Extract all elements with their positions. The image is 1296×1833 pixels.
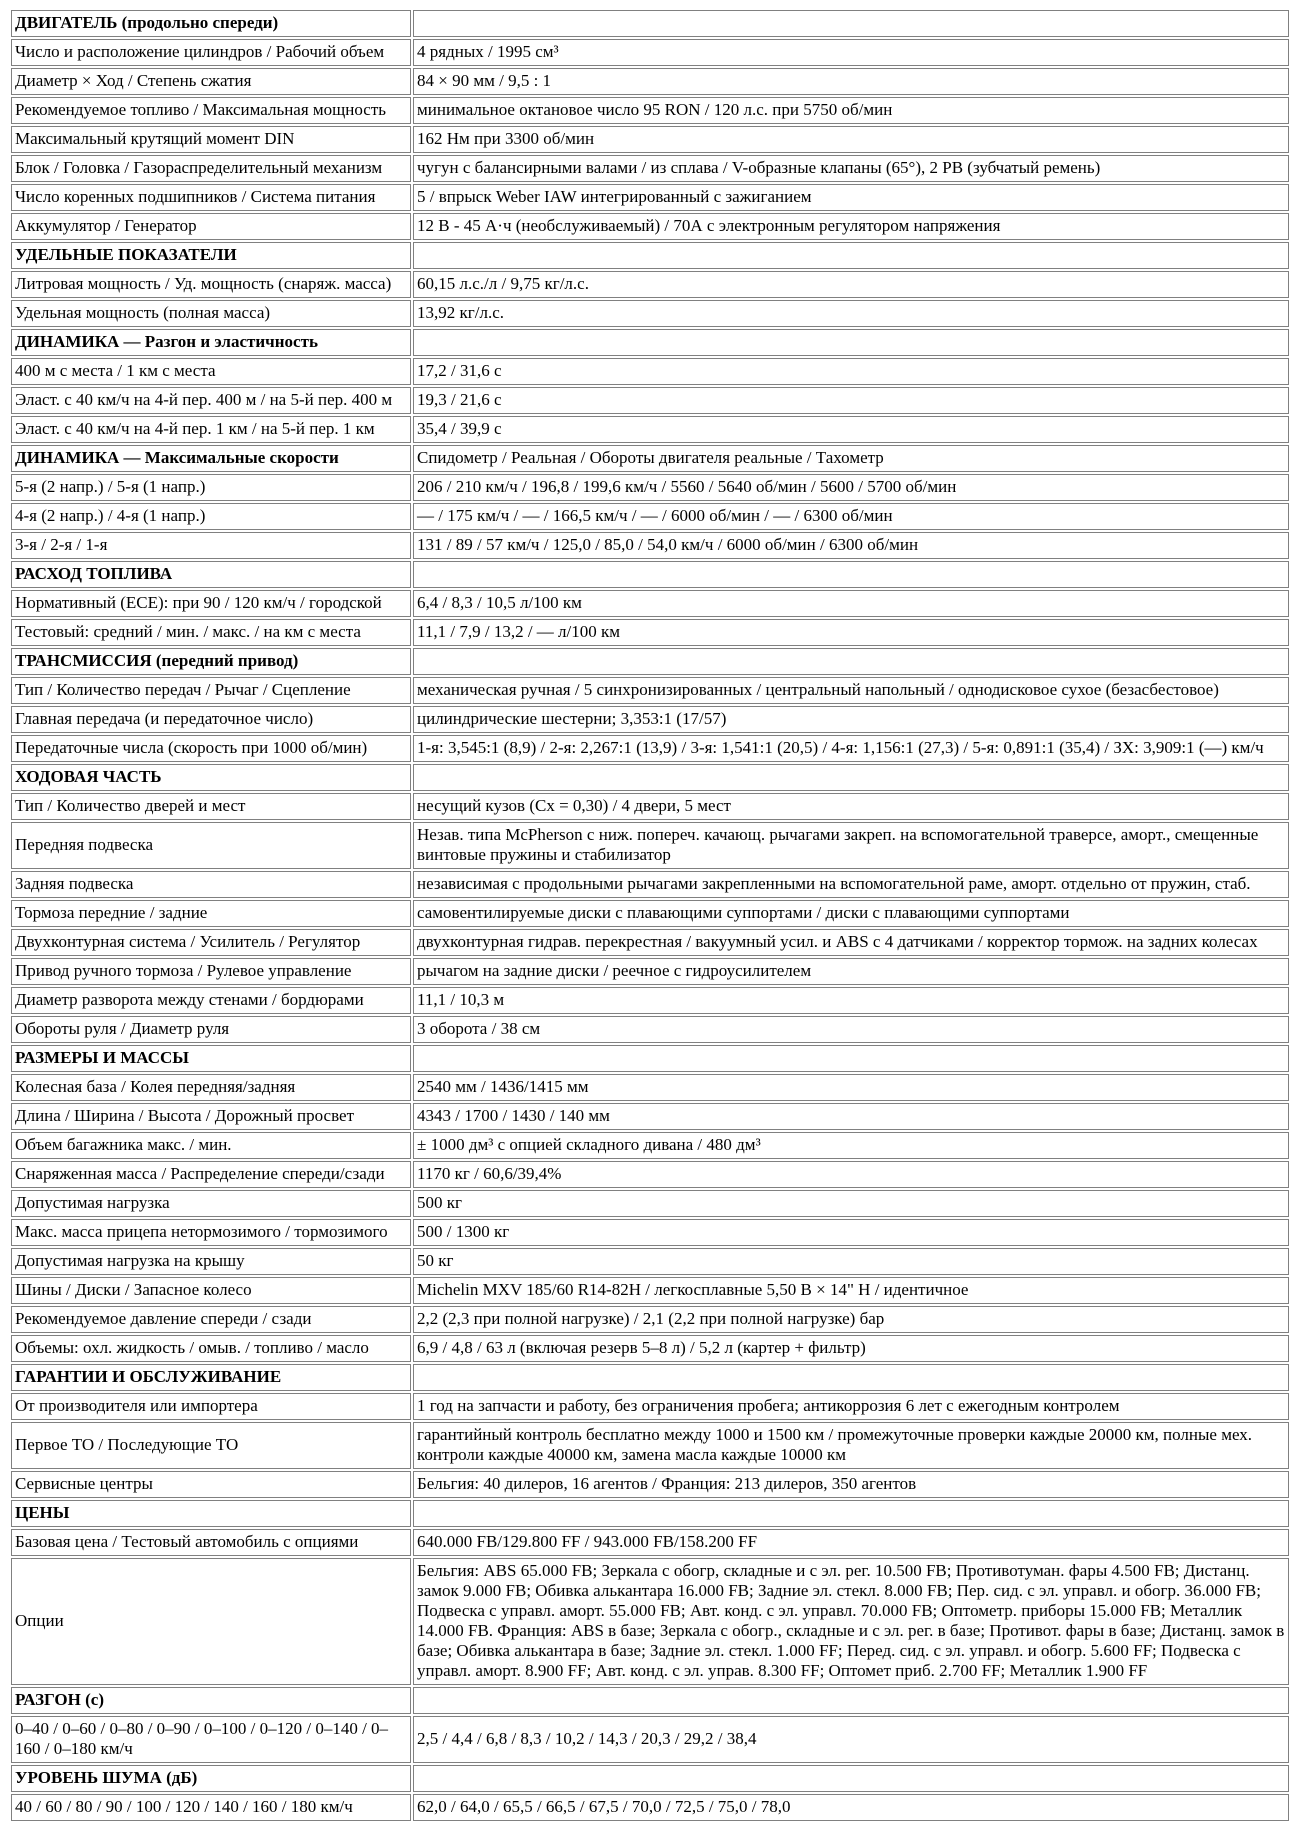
- spec-label: Задняя подвеска: [11, 871, 411, 898]
- section-title: ХОДОВАЯ ЧАСТЬ: [11, 764, 411, 791]
- spec-value: 35,4 / 39,9 с: [413, 416, 1289, 443]
- spec-value: 19,3 / 21,6 с: [413, 387, 1289, 414]
- spec-label: От производителя или импортера: [11, 1393, 411, 1420]
- spec-value: 60,15 л.с./л / 9,75 кг/л.с.: [413, 271, 1289, 298]
- section-header-row: [11, 1500, 1289, 1527]
- section-title: ГАРАНТИИ И ОБСЛУЖИВАНИЕ: [11, 1364, 411, 1391]
- table-row: [11, 97, 1289, 124]
- table-row: [11, 1422, 1289, 1469]
- table-row: [11, 1716, 1289, 1763]
- section-header-row: [11, 242, 1289, 269]
- spec-value: 5 / впрыск Weber IAW интегрированный с зажиганием: [413, 184, 1289, 211]
- section-title: УДЕЛЬНЫЕ ПОКАЗАТЕЛИ: [11, 242, 411, 269]
- table-row: [11, 387, 1289, 414]
- section-note: [413, 764, 1289, 791]
- section-note: [413, 242, 1289, 269]
- spec-value: 2,2 (2,3 при полной нагрузке) / 2,1 (2,2 при полной нагрузке) бар: [413, 1306, 1289, 1333]
- spec-label: Нормативный (ЕСЕ): при 90 / 120 км/ч / городской: [11, 590, 411, 617]
- section-note: Спидометр / Реальная / Обороты двигателя реальные / Тахометр: [413, 445, 1289, 472]
- spec-label: Литровая мощность / Уд. мощность (снаряж. масса): [11, 271, 411, 298]
- spec-label: Удельная мощность (полная масса): [11, 300, 411, 327]
- table-row: [11, 1132, 1289, 1159]
- spec-value: 50 кг: [413, 1248, 1289, 1275]
- spec-value: гарантийный контроль бесплатно между 1000 и 1500 км / промежуточные проверки каждые 20000 км, полные мех. контроли каждые 40000 км, замена масла каждые 10000 км: [413, 1422, 1289, 1469]
- table-row: [11, 532, 1289, 559]
- table-row: [11, 68, 1289, 95]
- table-row: [11, 1277, 1289, 1304]
- spec-label: Диаметр × Ход / Степень сжатия: [11, 68, 411, 95]
- spec-label: 4-я (2 напр.) / 4-я (1 напр.): [11, 503, 411, 530]
- spec-value: чугун с балансирными валами / из сплава / V-образные клапаны (65°), 2 РВ (зубчатый ремень): [413, 155, 1289, 182]
- spec-label: Тип / Количество дверей и мест: [11, 793, 411, 820]
- table-row: [11, 900, 1289, 927]
- table-row: [11, 503, 1289, 530]
- spec-label: Длина / Ширина / Высота / Дорожный просвет: [11, 1103, 411, 1130]
- table-row: [11, 416, 1289, 443]
- spec-value: 500 / 1300 кг: [413, 1219, 1289, 1246]
- spec-label: Шины / Диски / Запасное колесо: [11, 1277, 411, 1304]
- spec-label: Допустимая нагрузка на крышу: [11, 1248, 411, 1275]
- spec-label: Число и расположение цилиндров / Рабочий объем: [11, 39, 411, 66]
- spec-label: Макс. масса прицепа нетормозимого / тормозимого: [11, 1219, 411, 1246]
- spec-label: Максимальный крутящий момент DIN: [11, 126, 411, 153]
- spec-value: 17,2 / 31,6 с: [413, 358, 1289, 385]
- table-row: [11, 358, 1289, 385]
- table-row: [11, 958, 1289, 985]
- section-title: ТРАНСМИССИЯ (передний привод): [11, 648, 411, 675]
- section-note: [413, 1500, 1289, 1527]
- section-note: [413, 648, 1289, 675]
- table-row: [11, 706, 1289, 733]
- spec-value: 1 год на запчасти и работу, без ограничения пробега; антикоррозия 6 лет с ежегодным контролем: [413, 1393, 1289, 1420]
- table-row: [11, 213, 1289, 240]
- section-note: [413, 10, 1289, 37]
- spec-value: Бельгия: ABS 65.000 FB; Зеркала с обогр, складные и с эл. рег. 10.500 FB; Противотуман. фары 4.500 FB; Дистанц. замок 9.000 FB; Обивка алькантара 16.000 FB; Задние эл. стекл. 8.000 FB; Пер. сид. с эл. управл. и обогр. 36.000 FB; Подвеска с управл. аморт. 55.000 FB; Авт. конд. с эл. управл. 70.000 FB; Оптометр. приборы 15.000 FB; Металлик 14.000 FB. Франция: ABS в базе; Зеркала с обогр., складные и с эл. рег. в базе; Противот. фары в базе; Дистанц. замок в базе; Обивка алькантара в базе; Задние эл. стекл. 1.000 FF; Перед. сид. с эл. управл. и обогр. 5.600 FF; Подвеска с управл. аморт. 8.900 FF; Авт. конд. с эл. управ. 8.300 FF; Оптомет приб. 2.700 FF; Металлик 1.900 FF: [413, 1558, 1289, 1685]
- spec-label: Передняя подвеска: [11, 822, 411, 869]
- section-title: РАЗГОН (с): [11, 1687, 411, 1714]
- spec-value: рычагом на задние диски / реечное с гидроусилителем: [413, 958, 1289, 985]
- table-row: [11, 1074, 1289, 1101]
- section-note: [413, 329, 1289, 356]
- spec-label: Рекомендуемое давление спереди / сзади: [11, 1306, 411, 1333]
- section-header-row: [11, 1045, 1289, 1072]
- section-header-row: [11, 329, 1289, 356]
- table-row: [11, 1393, 1289, 1420]
- spec-value: 2540 мм / 1436/1415 мм: [413, 1074, 1289, 1101]
- spec-value: минимальное октановое число 95 RON / 120 л.с. при 5750 об/мин: [413, 97, 1289, 124]
- table-row: [11, 1248, 1289, 1275]
- spec-label: Тормоза передние / задние: [11, 900, 411, 927]
- spec-value: 131 / 89 / 57 км/ч / 125,0 / 85,0 / 54,0 км/ч / 6000 об/мин / 6300 об/мин: [413, 532, 1289, 559]
- section-title: РАЗМЕРЫ И МАССЫ: [11, 1045, 411, 1072]
- spec-value: 1170 кг / 60,6/39,4%: [413, 1161, 1289, 1188]
- spec-label: Тип / Количество передач / Рычаг / Сцепление: [11, 677, 411, 704]
- spec-label: 40 / 60 / 80 / 90 / 100 / 120 / 140 / 160 / 180 км/ч: [11, 1794, 411, 1821]
- section-header-row: [11, 1364, 1289, 1391]
- spec-label: 400 м с места / 1 км с места: [11, 358, 411, 385]
- spec-label: Допустимая нагрузка: [11, 1190, 411, 1217]
- table-row: [11, 1558, 1289, 1685]
- spec-value: 4343 / 1700 / 1430 / 140 мм: [413, 1103, 1289, 1130]
- table-row: [11, 735, 1289, 762]
- spec-label: 5-я (2 напр.) / 5-я (1 напр.): [11, 474, 411, 501]
- spec-value: самовентилируемые диски с плавающими суппортами / диски с плавающими суппортами: [413, 900, 1289, 927]
- table-row: [11, 1335, 1289, 1362]
- table-row: [11, 474, 1289, 501]
- spec-value: независимая с продольными рычагами закрепленными на вспомогательной раме, аморт. отдельно от пружин, стаб.: [413, 871, 1289, 898]
- spec-value: 6,9 / 4,8 / 63 л (включая резерв 5–8 л) / 5,2 л (картер + фильтр): [413, 1335, 1289, 1362]
- table-row: [11, 1190, 1289, 1217]
- spec-value: ± 1000 дм³ с опцией складного дивана / 480 дм³: [413, 1132, 1289, 1159]
- spec-label: Опции: [11, 1558, 411, 1685]
- spec-label: Сервисные центры: [11, 1471, 411, 1498]
- spec-value: 12 В - 45 А·ч (необслуживаемый) / 70А с электронным регулятором напряжения: [413, 213, 1289, 240]
- spec-label: Эласт. с 40 км/ч на 4-й пер. 400 м / на 5-й пер. 400 м: [11, 387, 411, 414]
- table-row: [11, 184, 1289, 211]
- spec-value: 6,4 / 8,3 / 10,5 л/100 км: [413, 590, 1289, 617]
- spec-value: 1-я: 3,545:1 (8,9) / 2-я: 2,267:1 (13,9) / 3-я: 1,541:1 (20,5) / 4-я: 1,156:1 (27,3) / 5-я: 0,891:1 (35,4) / ЗХ: 3,909:1 (—) км/ч: [413, 735, 1289, 762]
- spec-value: механическая ручная / 5 синхронизированных / центральный напольный / однодисковое сухое (безасбестовое): [413, 677, 1289, 704]
- table-row: [11, 793, 1289, 820]
- spec-label: Аккумулятор / Генератор: [11, 213, 411, 240]
- table-row: [11, 1103, 1289, 1130]
- spec-label: Объемы: охл. жидкость / омыв. / топливо / масло: [11, 1335, 411, 1362]
- spec-value: 84 × 90 мм / 9,5 : 1: [413, 68, 1289, 95]
- section-note: [413, 1687, 1289, 1714]
- spec-value: 4 рядных / 1995 см³: [413, 39, 1289, 66]
- spec-value: 3 оборота / 38 см: [413, 1016, 1289, 1043]
- spec-label: Эласт. с 40 км/ч на 4-й пер. 1 км / на 5-й пер. 1 км: [11, 416, 411, 443]
- spec-value: 11,1 / 7,9 / 13,2 / — л/100 км: [413, 619, 1289, 646]
- spec-label: Первое ТО / Последующие ТО: [11, 1422, 411, 1469]
- spec-label: Рекомендуемое топливо / Максимальная мощность: [11, 97, 411, 124]
- section-title: ЦЕНЫ: [11, 1500, 411, 1527]
- spec-label: Обороты руля / Диаметр руля: [11, 1016, 411, 1043]
- table-row: [11, 39, 1289, 66]
- spec-value: Незав. типа McPherson с ниж. попереч. качающ. рычагами закреп. на вспомогательной траверсе, аморт., смещенные винтовые пружины и стабилизатор: [413, 822, 1289, 869]
- section-title: УРОВЕНЬ ШУМА (дБ): [11, 1765, 411, 1792]
- spec-value: 11,1 / 10,3 м: [413, 987, 1289, 1014]
- table-row: [11, 1219, 1289, 1246]
- section-note: [413, 561, 1289, 588]
- spec-value: 640.000 FB/129.800 FF / 943.000 FB/158.200 FF: [413, 1529, 1289, 1556]
- spec-value: 13,92 кг/л.с.: [413, 300, 1289, 327]
- spec-value: 2,5 / 4,4 / 6,8 / 8,3 / 10,2 / 14,3 / 20,3 / 29,2 / 38,4: [413, 1716, 1289, 1763]
- spec-value: 500 кг: [413, 1190, 1289, 1217]
- table-row: [11, 619, 1289, 646]
- table-row: [11, 1471, 1289, 1498]
- section-title: РАСХОД ТОПЛИВА: [11, 561, 411, 588]
- spec-label: Колесная база / Колея передняя/задняя: [11, 1074, 411, 1101]
- table-row: [11, 155, 1289, 182]
- table-row: [11, 1161, 1289, 1188]
- spec-label: Снаряженная масса / Распределение спереди/сзади: [11, 1161, 411, 1188]
- table-row: [11, 929, 1289, 956]
- table-row: [11, 300, 1289, 327]
- spec-value: 206 / 210 км/ч / 196,8 / 199,6 км/ч / 5560 / 5640 об/мин / 5600 / 5700 об/мин: [413, 474, 1289, 501]
- table-row: [11, 1794, 1289, 1821]
- spec-table: [9, 8, 1291, 1823]
- spec-label: 3-я / 2-я / 1-я: [11, 532, 411, 559]
- table-row: [11, 1529, 1289, 1556]
- spec-label: Блок / Головка / Газораспределительный механизм: [11, 155, 411, 182]
- table-row: [11, 1016, 1289, 1043]
- section-title: ДИНАМИКА — Разгон и эластичность: [11, 329, 411, 356]
- spec-value: Бельгия: 40 дилеров, 16 агентов / Франция: 213 дилеров, 350 агентов: [413, 1471, 1289, 1498]
- spec-label: Базовая цена / Тестовый автомобиль с опциями: [11, 1529, 411, 1556]
- table-row: [11, 1306, 1289, 1333]
- section-header-row: [11, 445, 1289, 472]
- spec-label: Передаточные числа (скорость при 1000 об/мин): [11, 735, 411, 762]
- spec-table-body: [11, 10, 1289, 1821]
- spec-value: Michelin MXV 185/60 R14-82H / легкосплавные 5,50 В × 14" Н / идентичное: [413, 1277, 1289, 1304]
- section-header-row: [11, 561, 1289, 588]
- spec-label: Объем багажника макс. / мин.: [11, 1132, 411, 1159]
- spec-label: Привод ручного тормоза / Рулевое управление: [11, 958, 411, 985]
- spec-value: цилиндрические шестерни; 3,353:1 (17/57): [413, 706, 1289, 733]
- section-header-row: [11, 648, 1289, 675]
- section-title: ДВИГАТЕЛЬ (продольно спереди): [11, 10, 411, 37]
- spec-label: Тестовый: средний / мин. / макс. / на км с места: [11, 619, 411, 646]
- spec-value: — / 175 км/ч / — / 166,5 км/ч / — / 6000 об/мин / — / 6300 об/мин: [413, 503, 1289, 530]
- section-header-row: [11, 10, 1289, 37]
- table-row: [11, 590, 1289, 617]
- spec-value: двухконтурная гидрав. перекрестная / вакуумный усил. и ABS с 4 датчиками / корректор тормож. на задних колесах: [413, 929, 1289, 956]
- section-header-row: [11, 764, 1289, 791]
- table-row: [11, 987, 1289, 1014]
- table-row: [11, 271, 1289, 298]
- table-row: [11, 126, 1289, 153]
- spec-value: 162 Нм при 3300 об/мин: [413, 126, 1289, 153]
- section-note: [413, 1364, 1289, 1391]
- spec-label: Главная передача (и передаточное число): [11, 706, 411, 733]
- spec-label: Двухконтурная система / Усилитель / Регулятор: [11, 929, 411, 956]
- section-header-row: [11, 1765, 1289, 1792]
- spec-value: 62,0 / 64,0 / 65,5 / 66,5 / 67,5 / 70,0 / 72,5 / 75,0 / 78,0: [413, 1794, 1289, 1821]
- section-header-row: [11, 1687, 1289, 1714]
- table-row: [11, 677, 1289, 704]
- section-note: [413, 1045, 1289, 1072]
- section-note: [413, 1765, 1289, 1792]
- spec-value: несущий кузов (Cx = 0,30) / 4 двери, 5 мест: [413, 793, 1289, 820]
- spec-label: 0–40 / 0–60 / 0–80 / 0–90 / 0–100 / 0–120 / 0–140 / 0–160 / 0–180 км/ч: [11, 1716, 411, 1763]
- spec-label: Число коренных подшипников / Система питания: [11, 184, 411, 211]
- table-row: [11, 871, 1289, 898]
- spec-label: Диаметр разворота между стенами / бордюрами: [11, 987, 411, 1014]
- section-title: ДИНАМИКА — Максимальные скорости: [11, 445, 411, 472]
- table-row: [11, 822, 1289, 869]
